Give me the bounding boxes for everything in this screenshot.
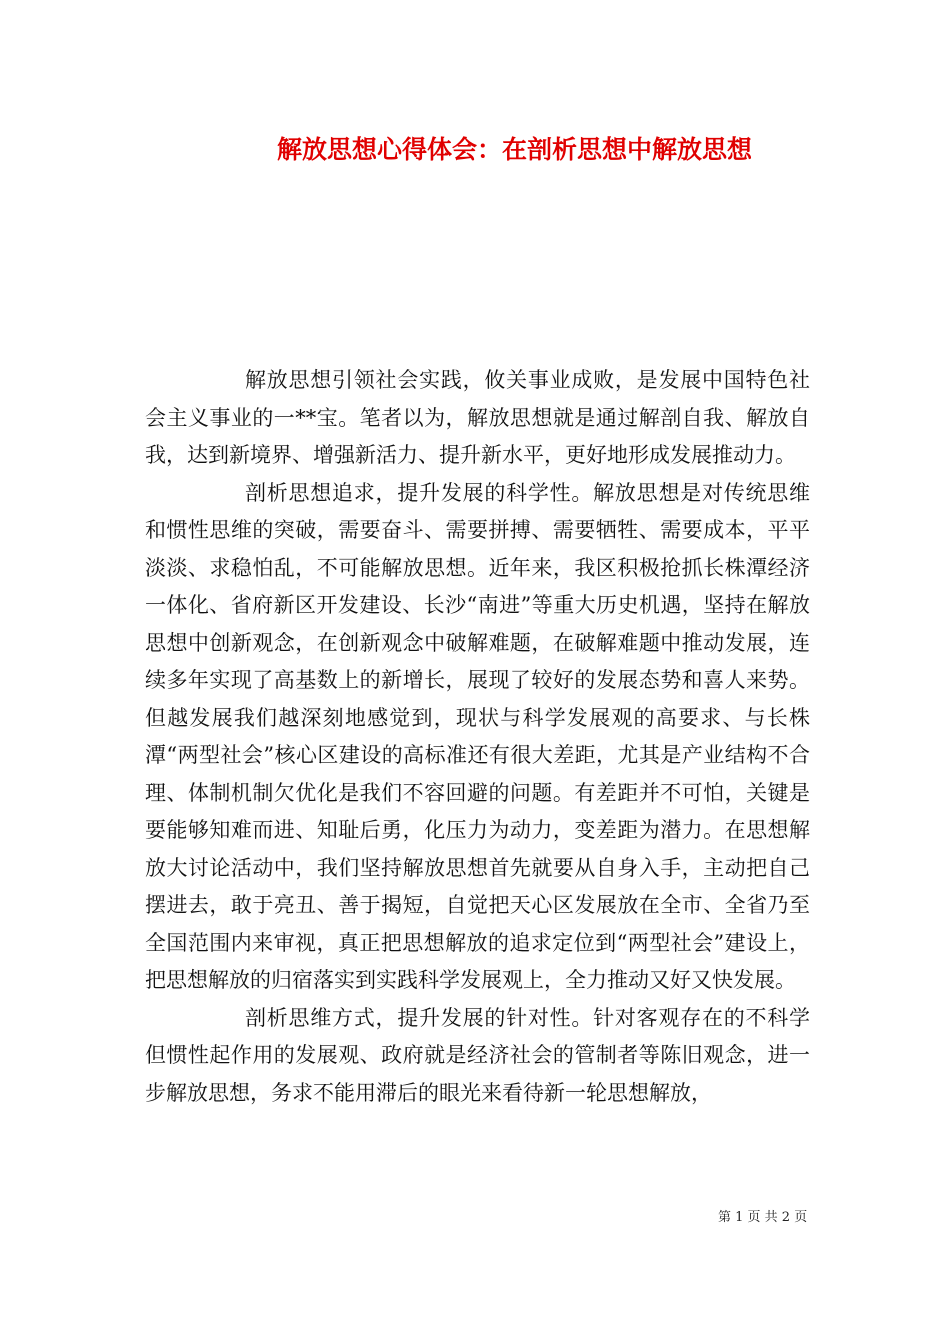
- paragraph-1: 解放思想引领社会实践，攸关事业成败，是发展中国特色社会主义事业的一**宝。笔者以为，解放思想就是通过解剖自我、解放自我，达到新境界、增强新活力、提升新水平，更好地形成发展推动力。: [145, 368, 810, 467]
- paragraph-3: 剖析思维方式，提升发展的针对性。针对客观存在的不科学但惯性起作用的发展观、政府就是经济社会的管制者等陈旧观念，进一步解放思想，务求不能用滞后的眼光来看待新一轮思想解放，: [145, 1005, 810, 1105]
- paragraph-2: 剖析思想追求，提升发展的科学性。解放思想是对传统思维和惯性思维的突破，需要奋斗、需要拼搏、需要牺牲、需要成本，平平淡淡、求稳怕乱，不可能解放思想。近年来，我区积极抢抓长株潭经济一体化、省府新区开发建设、长沙“南进”等重大历史机遇，坚持在解放思想中创新观念，在创新观念中破解难题，在破解难题中推动发展，连续多年实现了高基数上的新增长，展现了较好的发展态势和喜人来势。但越发展我们越深刻地感觉到，现状与科学发展观的高要求、与长株潭“两型社会”核心区建设的高标准还有很大差距，尤其是产业结构不合理、体制机制欠优化是我们不容回避的问题。有差距并不可怕，关键是要能够知难而进、知耻后勇，化压力为动力，变差距为潜力。在思想解放大讨论活动中，我们坚持解放思想首先就要从自身入手，主动把自己摆进去，敢于亮丑、善于揭短，自觉把天心区发展放在全市、全省乃至全国范围内来审视，真正把思想解放的追求定位到“两型社会”建设上，把思想解放的归宿落实到实践科学发展观上，全力推动又好又快发展。: [145, 480, 810, 992]
- page-number-footer: 第 1 页 共 2 页: [718, 1210, 808, 1225]
- document-body: [145, 362, 810, 1112]
- document-title: 解放思想心得体会：在剖析思想中解放思想: [277, 135, 753, 164]
